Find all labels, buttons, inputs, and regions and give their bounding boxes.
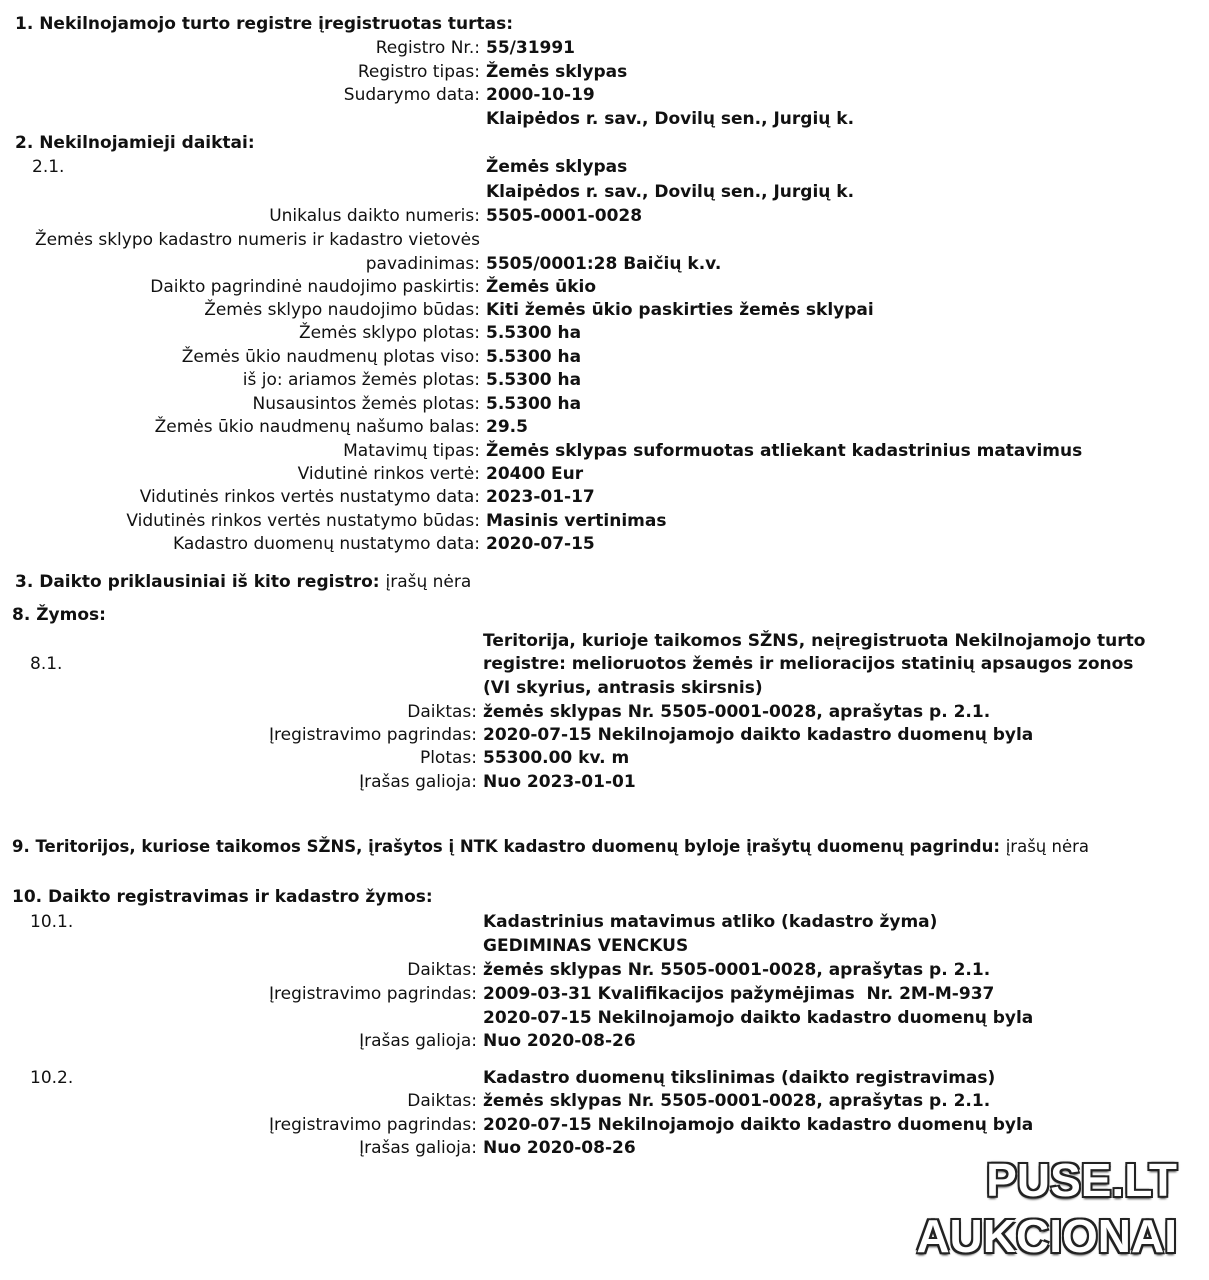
field-value: 2020-07-15	[486, 534, 595, 554]
entry-description: Kadastro duomenų tikslinimas (daikto registravimas)	[483, 1068, 996, 1088]
entry-row	[0, 1067, 1209, 1090]
section-9-title	[12, 835, 1089, 858]
section-title: 9. Teritorijos, kuriose taikomos SŽNS, įrašytos į NTK kadastro duomenų byloje įrašytų duomenų pagrindu:	[12, 837, 1000, 856]
field-value: 2009-03-31 Kvalifikacijos pažymėjimas Nr. 2M-M-937	[483, 984, 995, 1004]
entry-row	[0, 935, 1209, 958]
section-value: įrašų nėra	[1005, 837, 1090, 856]
field-label: Žemės sklypo kadastro numeris ir kadastro vietovės	[34, 230, 480, 250]
field-label: Daiktas:	[407, 702, 477, 722]
entry-description: Kadastrinius matavimus atliko (kadastro žyma)	[483, 912, 938, 932]
field-row	[0, 181, 1209, 204]
section-title: 1. Nekilnojamojo turto registre įregistruotas turtas:	[15, 14, 514, 34]
object-type: Žemės sklypas	[486, 157, 628, 177]
mark-description: registre: melioruotos žemės ir melioracijos statinių apsaugos zonos	[483, 654, 1134, 674]
item-number: 10.2.	[30, 1068, 74, 1088]
field-label: Daikto pagrindinė naudojimo paskirtis:	[150, 277, 480, 297]
field-row	[0, 253, 1209, 276]
field-label: iš jo: ariamos žemės plotas:	[242, 370, 480, 390]
field-label: Daiktas:	[407, 1091, 477, 1111]
field-label: Matavimų tipas:	[343, 441, 480, 461]
field-value: žemės sklypas Nr. 5505-0001-0028, aprašytas p. 2.1.	[483, 960, 991, 980]
field-value: 55300.00 kv. m	[483, 748, 630, 768]
field-row	[0, 959, 1209, 982]
field-value: Žemės sklypas suformuotas atliekant kadastrinius matavimus	[486, 441, 1083, 461]
field-row	[0, 1114, 1209, 1137]
field-value: 29.5	[486, 417, 528, 437]
item-row	[0, 156, 1209, 179]
field-label: Kadastro duomenų nustatymo data:	[173, 534, 480, 554]
field-row	[0, 486, 1209, 509]
field-label: Plotas:	[419, 748, 477, 768]
field-label: Registro tipas:	[357, 62, 480, 82]
field-row	[0, 108, 1209, 131]
field-label: Žemės sklypo plotas:	[298, 323, 480, 343]
field-row	[0, 1007, 1209, 1030]
field-row	[0, 463, 1209, 486]
field-row	[0, 747, 1209, 770]
section-title: 2. Nekilnojamieji daiktai:	[15, 133, 255, 153]
section-8-heading	[0, 604, 1209, 627]
field-row	[0, 1090, 1209, 1113]
entry-row	[0, 911, 1209, 934]
field-label: Vidutinė rinkos vertė:	[297, 464, 480, 484]
field-value: 20400 Eur	[486, 464, 584, 484]
item-number: 2.1.	[32, 157, 65, 177]
address-value: Klaipėdos r. sav., Dovilų sen., Jurgių k.	[486, 109, 855, 129]
watermark-line-1: PUSE.LT	[986, 1154, 1177, 1206]
field-row	[0, 369, 1209, 392]
field-label: Žemės ūkio naudmenų plotas viso:	[181, 347, 480, 367]
field-value: Žemės sklypas	[486, 62, 628, 82]
field-value: Kiti žemės ūkio paskirties žemės sklypai	[486, 300, 874, 320]
watermark-line-2: AUKCIONAI	[916, 1210, 1177, 1262]
section-3-heading	[0, 571, 1209, 594]
field-value: 55/31991	[486, 38, 576, 58]
field-row	[0, 416, 1209, 439]
field-label: Įregistravimo pagrindas:	[269, 1115, 477, 1135]
field-row	[0, 61, 1209, 84]
section-title: 8. Žymos:	[12, 605, 106, 625]
field-row	[0, 1030, 1209, 1053]
entry-person: GEDIMINAS VENCKUS	[483, 936, 689, 956]
field-value: 2020-07-15 Nekilnojamojo daikto kadastro duomenų byla	[483, 1008, 1034, 1028]
field-value: žemės sklypas Nr. 5505-0001-0028, aprašytas p. 2.1.	[483, 1091, 991, 1111]
field-value: 2020-07-15 Nekilnojamojo daikto kadastro duomenų byla	[483, 1115, 1034, 1135]
section-3-title	[15, 571, 471, 594]
field-row	[0, 771, 1209, 794]
field-value: 2020-07-15 Nekilnojamojo daikto kadastro duomenų byla	[483, 725, 1034, 745]
field-label: Įrašas galioja:	[359, 1031, 477, 1051]
section-title: 10. Daikto registravimas ir kadastro žymos:	[12, 887, 433, 907]
section-1-heading	[0, 13, 1209, 36]
field-label: Žemės sklypo naudojimo būdas:	[204, 300, 480, 320]
field-label: Nusausintos žemės plotas:	[252, 394, 480, 414]
field-row	[0, 533, 1209, 556]
mark-text-row	[0, 653, 1209, 676]
field-row	[0, 84, 1209, 107]
field-row	[0, 440, 1209, 463]
section-9-heading	[0, 835, 1209, 858]
field-value: 2000-10-19	[486, 85, 595, 105]
field-value: 5505-0001-0028	[486, 206, 643, 226]
section-value: įrašų nėra	[385, 572, 472, 592]
field-label: Įrašas galioja:	[359, 772, 477, 792]
field-value: 5.5300 ha	[486, 347, 582, 367]
field-label: Įregistravimo pagrindas:	[269, 984, 477, 1004]
field-value: Nuo 2023-01-01	[483, 772, 636, 792]
field-value: Žemės ūkio	[486, 277, 597, 297]
field-row	[0, 724, 1209, 747]
field-row	[0, 393, 1209, 416]
field-label: Daiktas:	[407, 960, 477, 980]
field-row	[0, 322, 1209, 345]
section-title: 3. Daikto priklausiniai iš kito registro:	[15, 572, 380, 592]
section-10-heading	[0, 886, 1209, 909]
field-value: 5.5300 ha	[486, 394, 582, 414]
field-row	[0, 229, 1209, 252]
field-label: Vidutinės rinkos vertės nustatymo data:	[139, 487, 480, 507]
field-label: Vidutinės rinkos vertės nustatymo būdas:	[126, 511, 480, 531]
item-number: 8.1.	[30, 654, 63, 674]
field-label: Įrašas galioja:	[359, 1138, 477, 1158]
field-value: Nuo 2020-08-26	[483, 1138, 636, 1158]
field-row	[0, 276, 1209, 299]
item-number: 10.1.	[30, 912, 74, 932]
field-value: 2023-01-17	[486, 487, 595, 507]
field-row	[0, 37, 1209, 60]
field-row	[0, 510, 1209, 533]
field-row	[0, 299, 1209, 322]
field-label: Sudarymo data:	[343, 85, 480, 105]
field-value: Nuo 2020-08-26	[483, 1031, 636, 1051]
field-label: Žemės ūkio naudmenų našumo balas:	[154, 417, 480, 437]
section-2-heading	[0, 132, 1209, 155]
mark-description: (VI skyrius, antrasis skirsnis)	[483, 678, 763, 698]
field-row	[0, 701, 1209, 724]
field-value: 5505/0001:28 Baičių k.v.	[486, 254, 722, 274]
field-value: 5.5300 ha	[486, 323, 582, 343]
mark-text-row	[0, 677, 1209, 700]
field-label: Unikalus daikto numeris:	[269, 206, 480, 226]
field-value: 5.5300 ha	[486, 370, 582, 390]
field-row	[0, 983, 1209, 1006]
field-label: pavadinimas:	[365, 254, 480, 274]
field-row	[0, 346, 1209, 369]
address-value: Klaipėdos r. sav., Dovilų sen., Jurgių k.	[486, 182, 855, 202]
mark-description: Teritorija, kurioje taikomos SŽNS, neįregistruota Nekilnojamojo turto	[483, 631, 1146, 651]
field-label: Registro Nr.:	[375, 38, 480, 58]
field-row	[0, 205, 1209, 228]
field-value: Masinis vertinimas	[486, 511, 667, 531]
field-value: žemės sklypas Nr. 5505-0001-0028, aprašytas p. 2.1.	[483, 702, 991, 722]
mark-text-row	[0, 630, 1209, 653]
field-label: Įregistravimo pagrindas:	[269, 725, 477, 745]
